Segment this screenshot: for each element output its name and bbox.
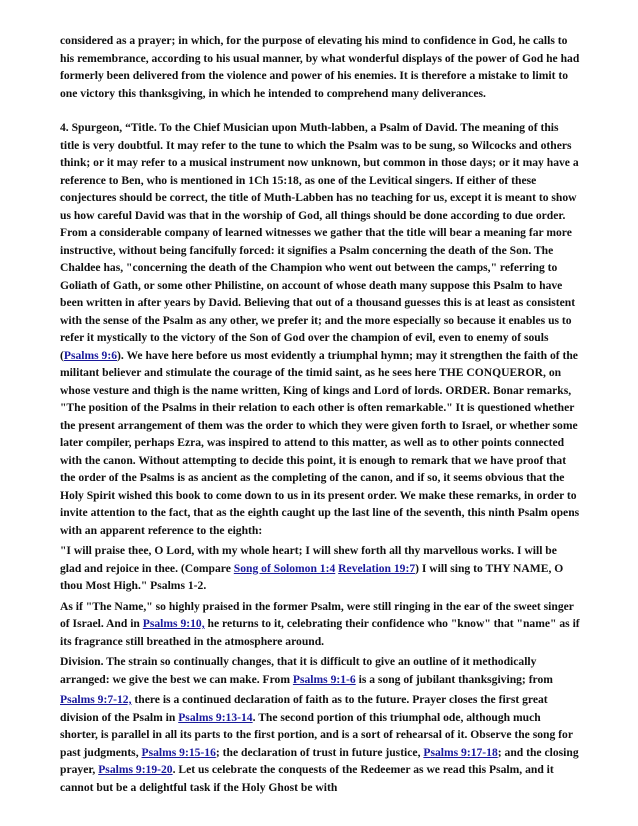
paragraph-text: . The second portion of this triumphal ode, although much shorter, is parallel in all its parts to the first portion, and is a sort of rehearsal of it. Observe the song for past judgments, xyxy=(60,710,573,759)
scripture-link-song-of-solomon-1-4[interactable]: Song of Solomon 1:4 xyxy=(233,561,336,575)
paragraph-text: Division. The strain so continually changes, that it is difficult to give an outline of it methodically arranged: we give the best we can make. From xyxy=(60,655,537,686)
paragraph-quote xyxy=(60,542,580,595)
paragraph-outline xyxy=(60,691,580,796)
paragraph-text: 4. Spurgeon, “Title. To the Chief Musician upon Muth-labben, a Psalm of David. The meaning of this title is very doubtful. It may refer to the tune to which the Psalm was to be sung, so Wilcocks and others think; or it may refer to a musical instrument now unknown, but common in those days; or it may have a reference to Ben, who is mentioned in 1Ch 15:18, as one of the Levitical singers. If either of these conjectures should be correct, the title of Muth-Labben has no teaching for us, except it is meant to show us how careful David was that in the worship of God, all things should be done according to due order. From a considerable company of learned witnesses we gather that the title will bear a meaning far more instructive, without being fancifully forced: it signifies a Psalm concerning the death of the Son. The Chaldee has, "concerning the death of the Champion who went out between the camps," referring to Goliath of Gath, or some other Philistine, on account of whose death many suppose this Psalm to have been written in after years by David. Believing that out of a thousand guesses this is at least as consistent with the sense of the Psalm as any other, we prefer it; and the more especially so because it enables us to refer it mystically to the victory of the Son of God over the champion of evil, even to enemy of souls ( xyxy=(60,121,579,362)
paragraph-text: As if "The Name," so highly praised in the former Psalm, were still ringing in the ear of the sweet singer of Israel. And in xyxy=(60,599,574,630)
paragraph-text: ; the declaration of trust in future justice, xyxy=(215,745,424,759)
paragraph-spurgeon xyxy=(60,119,580,539)
scripture-link-revelation-19-7[interactable]: Revelation 19:7 xyxy=(338,561,416,575)
scripture-link-psalms-9-7-12[interactable]: Psalms 9:7-12, xyxy=(60,693,132,706)
paragraph-text: ) I will sing to THY NAME, O thou Most High." Psalms 1-2. xyxy=(60,561,564,592)
scripture-link-psalms-9-15-16[interactable]: Psalms 9:15-16 xyxy=(141,745,216,759)
paragraph-text: is a song of jubilant thanksgiving; from xyxy=(355,672,553,686)
paragraph-text: there is a continued declaration of faith as to the future. Prayer closes the first great division of the Psalm in xyxy=(60,693,548,724)
paragraph-text: considered as a prayer; in which, for the purpose of elevating his mind to confidence in God, he calls to his remembrance, according to his usual manner, by what wonderful displays of the power of God he had formerly been delivered from the violence and power of his enemies. It is therefore a mistake to limit to one victory this thanksgiving, in which he intended to comprehend many deliverances. xyxy=(60,34,580,100)
paragraph-the-name xyxy=(60,598,580,651)
paragraph-division xyxy=(60,653,580,688)
document-page xyxy=(60,32,580,796)
scripture-link-psalms-9-10[interactable]: Psalms 9:10, xyxy=(142,617,205,630)
paragraph-calvin-continuation xyxy=(60,32,580,102)
scripture-link-psalms-9-17-18[interactable]: Psalms 9:17-18 xyxy=(423,745,498,759)
scripture-link-psalms-9-13-14[interactable]: Psalms 9:13-14 xyxy=(178,710,253,724)
paragraph-text: he returns to it, celebrating their confidence who "know" that "name" as if its fragrance still breathed in the atmosphere around. xyxy=(60,617,580,648)
scripture-link-psalms-9-19-20[interactable]: Psalms 9:19-20 xyxy=(98,763,173,776)
paragraph-text: "I will praise thee, O Lord, with my whole heart; I will shew forth all thy marvellous works. I will be glad and rejoice in thee. (Compare xyxy=(60,544,557,575)
paragraph-text: . Let us celebrate the conquests of the Redeemer as we read this Psalm, and it cannot but be a delightful task if the Holy Ghost be with xyxy=(60,763,554,794)
scripture-link-psalms-9-6[interactable]: Psalms 9:6 xyxy=(63,348,118,362)
paragraph-text: ). We have here before us most evidently a triumphal hymn; may it strengthen the faith of the militant believer and stimulate the courage of the timid saint, as he sees here THE CONQUEROR, on whose vesture and thigh is the name written, King of kings and Lord of lords. ORDER. Bonar remarks, "The position of the Psalms in their relation to each other is often remarkable." It is questioned whether the present arrangement of them was the order to which they were given forth to Israel, or whether some later compiler, perhaps Ezra, was inspired to attend to this matter, as well as to other points connected with the canon. Without attempting to decide this point, it is enough to remark that we have proof that the order of the Psalms is as ancient as the completing of the canon, and if so, it seems obvious that the Holy Spirit wished this book to come down to us in its present order. We make these remarks, in order to invite attention to the fact, that as the eighth caught up the last line of the seventh, this ninth Psalm opens with an apparent reference to the eighth: xyxy=(60,348,580,537)
scripture-link-psalms-9-1-6[interactable]: Psalms 9:1-6 xyxy=(292,672,356,686)
paragraph-text: ; and the closing prayer, xyxy=(60,745,579,776)
